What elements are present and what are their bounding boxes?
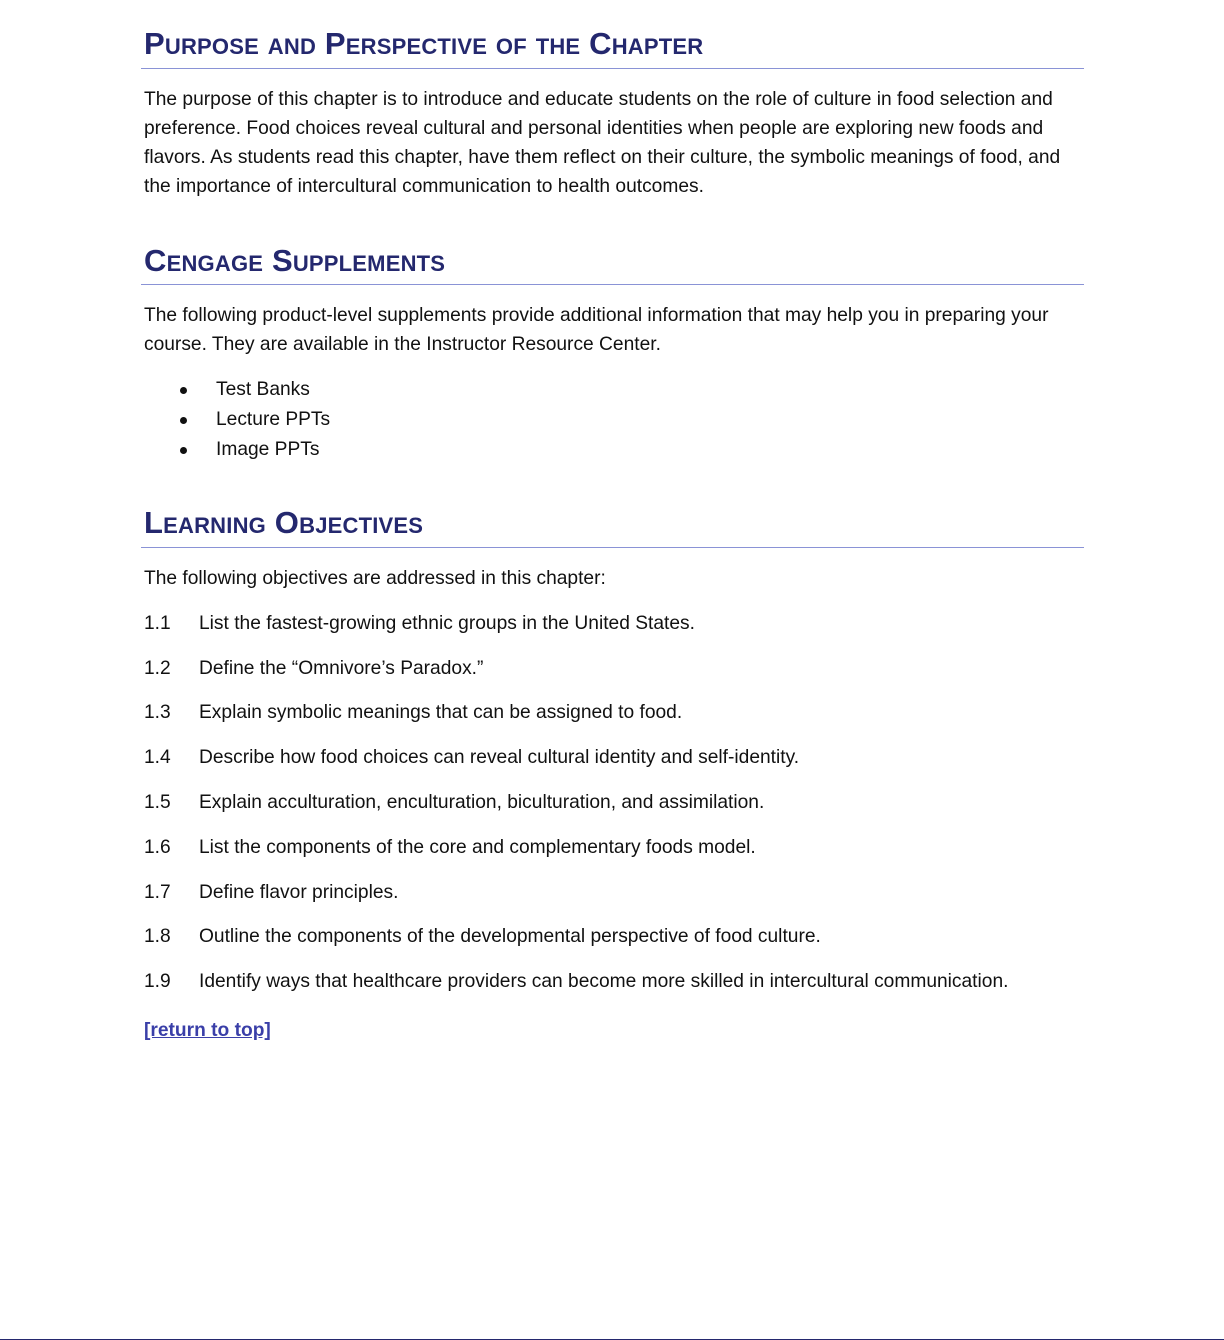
objective-number: 1.2	[144, 657, 171, 679]
objective-number: 1.1	[144, 612, 171, 634]
objective-item	[144, 609, 1084, 638]
objective-text: Describe how food choices can reveal cultural identity and self-identity.	[199, 747, 800, 769]
list-item	[144, 405, 1084, 435]
return-to-top-link[interactable]: [return to top]	[144, 1020, 271, 1042]
objective-number: 1.6	[144, 836, 171, 858]
list-item-label: Image PPTs	[216, 439, 320, 461]
objective-number: 1.8	[144, 926, 171, 948]
objective-item	[144, 788, 1084, 817]
section-heading-purpose: Purpose and Perspective of the Chapter	[141, 26, 1084, 69]
objective-number: 1.9	[144, 971, 171, 993]
list-item-label: Test Banks	[216, 379, 310, 401]
section-heading-objectives: Learning Objectives	[141, 505, 1084, 548]
objective-number: 1.3	[144, 702, 171, 724]
objective-item	[144, 922, 1084, 951]
objectives-list	[144, 609, 1084, 996]
section-heading-supplements: Cengage Supplements	[141, 243, 1084, 286]
objective-number: 1.4	[144, 747, 171, 769]
bullet-icon	[180, 417, 187, 424]
objective-item	[144, 878, 1084, 907]
objective-text: Identify ways that healthcare providers can become more skilled in intercultural communication.	[199, 971, 1009, 993]
bullet-icon	[180, 447, 187, 454]
objective-text: List the components of the core and complementary foods model.	[199, 836, 756, 858]
objective-item	[144, 967, 1084, 996]
objective-item	[144, 743, 1084, 772]
objective-text: Explain symbolic meanings that can be assigned to food.	[199, 702, 683, 724]
objectives-intro: The following objectives are addressed in this chapter:	[144, 567, 606, 589]
objective-item	[144, 698, 1084, 727]
list-item-label: Lecture PPTs	[216, 409, 331, 431]
purpose-paragraph: The purpose of this chapter is to introduce and educate students on the role of culture in food selection and preference. Food choices reveal cultural and personal identities when people are exploring new foods and flavors. As students read this chapter, have them reflect on their culture, the symbolic meanings of food, and the importance of intercultural communication to health outcomes.	[144, 88, 1061, 197]
list-item	[144, 435, 1084, 465]
supplements-paragraph: The following product-level supplements provide additional information that may help you in preparing your course. They are available in the Instructor Resource Center.	[144, 305, 1049, 356]
objective-item	[144, 654, 1084, 683]
objective-number: 1.7	[144, 881, 171, 903]
objective-item	[144, 833, 1084, 862]
objective-text: Define the “Omnivore’s Paradox.”	[199, 657, 484, 679]
bullet-icon	[180, 387, 187, 394]
objective-text: Define flavor principles.	[199, 881, 399, 903]
supplements-list	[144, 375, 1084, 465]
objective-text: Explain acculturation, enculturation, biculturation, and assimilation.	[199, 791, 765, 813]
document-page	[144, 0, 1084, 1042]
list-item	[144, 375, 1084, 405]
objective-number: 1.5	[144, 791, 171, 813]
objective-text: List the fastest-growing ethnic groups in the United States.	[199, 612, 695, 634]
objective-text: Outline the components of the developmental perspective of food culture.	[199, 926, 821, 948]
